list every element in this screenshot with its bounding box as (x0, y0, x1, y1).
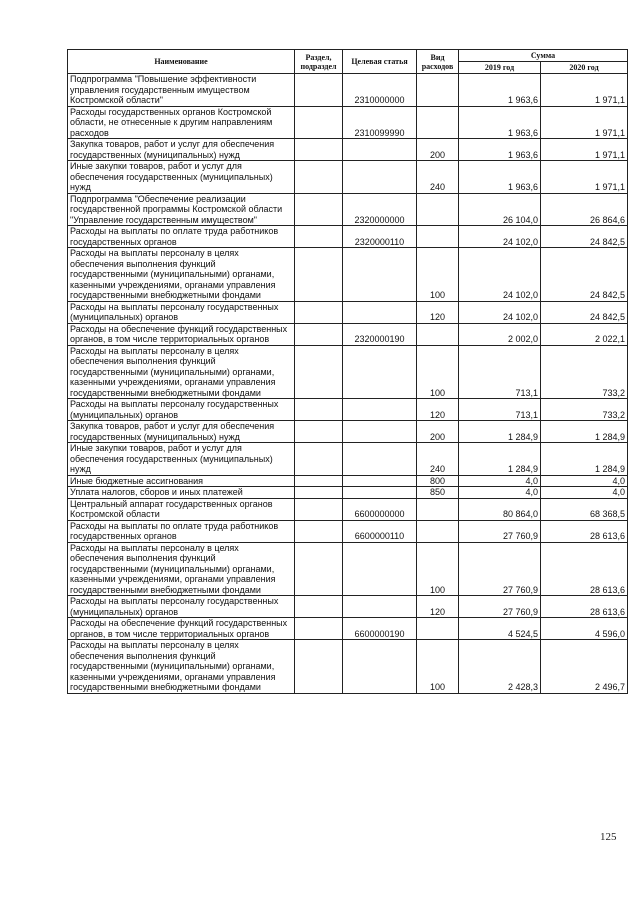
cell-2020: 24 842,5 (541, 226, 628, 248)
col-header-year-2020: 2020 год (541, 62, 628, 74)
table-row (68, 139, 628, 161)
table-row (68, 421, 628, 443)
cell-name: Расходы на обеспечение функций государственных органов, в том числе территориальных органов (68, 618, 295, 640)
cell-section (295, 139, 343, 161)
cell-2019: 26 104,0 (459, 193, 541, 226)
cell-type (417, 74, 459, 107)
cell-section (295, 345, 343, 399)
cell-section (295, 399, 343, 421)
cell-name: Расходы на выплаты персоналу в целях обеспечения выполнения функций государственными (муниципальными) органами, казенными учреждениями, органами управления государственными внебюджетными фондами (68, 640, 295, 694)
cell-2019: 1 963,6 (459, 106, 541, 139)
cell-type (417, 226, 459, 248)
cell-name: Расходы на выплаты по оплате труда работников государственных органов (68, 520, 295, 542)
cell-2019: 4 524,5 (459, 618, 541, 640)
cell-2020: 4,0 (541, 475, 628, 487)
cell-section (295, 106, 343, 139)
col-header-type: Вид расходов (417, 50, 459, 74)
table-row (68, 345, 628, 399)
table-row (68, 520, 628, 542)
cell-target (343, 301, 417, 323)
cell-name: Расходы на выплаты персоналу государственных (муниципальных) органов (68, 596, 295, 618)
cell-2020: 1 971,1 (541, 139, 628, 161)
table-row (68, 74, 628, 107)
table-body (68, 74, 628, 694)
cell-type: 240 (417, 443, 459, 476)
cell-2020: 26 864,6 (541, 193, 628, 226)
cell-name: Расходы на выплаты персоналу государственных (муниципальных) органов (68, 399, 295, 421)
cell-target: 2310000000 (343, 74, 417, 107)
cell-target: 6600000110 (343, 520, 417, 542)
cell-2019: 27 760,9 (459, 596, 541, 618)
cell-type (417, 618, 459, 640)
cell-name: Центральный аппарат государственных органов Костромской области (68, 498, 295, 520)
table-row (68, 193, 628, 226)
table-row (68, 542, 628, 596)
cell-section (295, 596, 343, 618)
cell-target: 2310099990 (343, 106, 417, 139)
cell-2020: 4 596,0 (541, 618, 628, 640)
page-number: 125 (600, 831, 617, 843)
cell-section (295, 193, 343, 226)
cell-type: 200 (417, 421, 459, 443)
cell-section (295, 640, 343, 694)
cell-2019: 1 963,6 (459, 161, 541, 194)
cell-type: 800 (417, 475, 459, 487)
col-header-target: Целевая статья (343, 50, 417, 74)
cell-2020: 1 971,1 (541, 74, 628, 107)
cell-2020: 68 368,5 (541, 498, 628, 520)
cell-type: 240 (417, 161, 459, 194)
table-row (68, 487, 628, 499)
cell-type: 200 (417, 139, 459, 161)
cell-target (343, 487, 417, 499)
cell-2020: 24 842,5 (541, 301, 628, 323)
cell-target (343, 399, 417, 421)
cell-name: Иные закупки товаров, работ и услуг для обеспечения государственных (муниципальных) нужд (68, 161, 295, 194)
table-row (68, 161, 628, 194)
cell-2020: 28 613,6 (541, 596, 628, 618)
table-row (68, 226, 628, 248)
cell-target: 6600000000 (343, 498, 417, 520)
cell-2019: 1 284,9 (459, 421, 541, 443)
cell-section (295, 520, 343, 542)
cell-target (343, 139, 417, 161)
cell-section (295, 542, 343, 596)
cell-target (343, 421, 417, 443)
cell-name: Иные бюджетные ассигнования (68, 475, 295, 487)
table-row (68, 640, 628, 694)
cell-type: 120 (417, 399, 459, 421)
cell-target: 6600000190 (343, 618, 417, 640)
cell-2019: 4,0 (459, 475, 541, 487)
cell-2019: 24 102,0 (459, 248, 541, 302)
table-row (68, 443, 628, 476)
cell-target: 2320000110 (343, 226, 417, 248)
cell-name: Расходы на обеспечение функций государственных органов, в том числе территориальных органов (68, 323, 295, 345)
cell-2020: 2 496,7 (541, 640, 628, 694)
table-row (68, 301, 628, 323)
cell-section (295, 301, 343, 323)
cell-type (417, 520, 459, 542)
cell-2019: 1 963,6 (459, 139, 541, 161)
cell-2019: 80 864,0 (459, 498, 541, 520)
cell-section (295, 323, 343, 345)
cell-type: 100 (417, 345, 459, 399)
cell-section (295, 475, 343, 487)
cell-section (295, 618, 343, 640)
cell-2020: 2 022,1 (541, 323, 628, 345)
cell-name: Расходы государственных органов Костромской области, не отнесенные к другим направлениям расходов (68, 106, 295, 139)
cell-type (417, 106, 459, 139)
cell-type: 100 (417, 248, 459, 302)
table-row (68, 323, 628, 345)
cell-name: Закупка товаров, работ и услуг для обеспечения государственных (муниципальных) нужд (68, 421, 295, 443)
cell-2020: 1 284,9 (541, 443, 628, 476)
cell-type: 120 (417, 596, 459, 618)
cell-2019: 27 760,9 (459, 542, 541, 596)
cell-2019: 24 102,0 (459, 226, 541, 248)
cell-target (343, 640, 417, 694)
cell-name: Иные закупки товаров, работ и услуг для обеспечения государственных (муниципальных) нужд (68, 443, 295, 476)
cell-section (295, 226, 343, 248)
cell-2020: 733,2 (541, 345, 628, 399)
col-header-section: Раздел, подраздел (295, 50, 343, 74)
table-row (68, 248, 628, 302)
cell-name: Уплата налогов, сборов и иных платежей (68, 487, 295, 499)
cell-name: Закупка товаров, работ и услуг для обеспечения государственных (муниципальных) нужд (68, 139, 295, 161)
cell-2020: 28 613,6 (541, 520, 628, 542)
cell-type (417, 498, 459, 520)
cell-2019: 2 002,0 (459, 323, 541, 345)
cell-type: 120 (417, 301, 459, 323)
cell-2020: 1 971,1 (541, 106, 628, 139)
cell-target: 2320000000 (343, 193, 417, 226)
col-header-name: Наименование (68, 50, 295, 74)
cell-2019: 4,0 (459, 487, 541, 499)
table-row (68, 399, 628, 421)
cell-section (295, 421, 343, 443)
cell-section (295, 498, 343, 520)
cell-section (295, 443, 343, 476)
cell-target (343, 542, 417, 596)
cell-type (417, 193, 459, 226)
cell-2020: 1 971,1 (541, 161, 628, 194)
cell-2019: 1 284,9 (459, 443, 541, 476)
cell-2020: 733,2 (541, 399, 628, 421)
cell-type: 100 (417, 542, 459, 596)
cell-2019: 1 963,6 (459, 74, 541, 107)
cell-target (343, 345, 417, 399)
table-row (68, 475, 628, 487)
cell-section (295, 74, 343, 107)
budget-table (67, 49, 628, 694)
cell-name: Расходы на выплаты персоналу государственных (муниципальных) органов (68, 301, 295, 323)
cell-name: Подпрограмма "Повышение эффективности управления государственным имуществом Костромской области" (68, 74, 295, 107)
cell-name: Расходы на выплаты персоналу в целях обеспечения выполнения функций государственными (муниципальными) органами, казенными учреждениями, органами управления государственными внебюджетными фондами (68, 345, 295, 399)
cell-target (343, 161, 417, 194)
cell-2020: 28 613,6 (541, 542, 628, 596)
cell-name: Подпрограмма "Обеспечение реализации государственной программы Костромской области "Управление государственным имуществом" (68, 193, 295, 226)
cell-name: Расходы на выплаты персоналу в целях обеспечения выполнения функций государственными (муниципальными) органами, казенными учреждениями, органами управления государственными внебюджетными фондами (68, 248, 295, 302)
cell-target (343, 443, 417, 476)
cell-2020: 1 284,9 (541, 421, 628, 443)
cell-type (417, 323, 459, 345)
cell-target (343, 596, 417, 618)
cell-section (295, 487, 343, 499)
col-header-year-2019: 2019 год (459, 62, 541, 74)
cell-2020: 24 842,5 (541, 248, 628, 302)
table-row (68, 618, 628, 640)
col-header-sum: Сумма (459, 50, 628, 62)
cell-target (343, 475, 417, 487)
cell-2019: 24 102,0 (459, 301, 541, 323)
cell-target: 2320000190 (343, 323, 417, 345)
cell-target (343, 248, 417, 302)
cell-type: 850 (417, 487, 459, 499)
cell-2019: 27 760,9 (459, 520, 541, 542)
cell-section (295, 161, 343, 194)
cell-name: Расходы на выплаты персоналу в целях обеспечения выполнения функций государственными (муниципальными) органами, казенными учреждениями, органами управления государственными внебюджетными фондами (68, 542, 295, 596)
cell-2019: 713,1 (459, 399, 541, 421)
table-row (68, 498, 628, 520)
cell-section (295, 248, 343, 302)
cell-type: 100 (417, 640, 459, 694)
table-row (68, 596, 628, 618)
cell-2019: 2 428,3 (459, 640, 541, 694)
cell-name: Расходы на выплаты по оплате труда работников государственных органов (68, 226, 295, 248)
cell-2019: 713,1 (459, 345, 541, 399)
table-row (68, 106, 628, 139)
cell-2020: 4,0 (541, 487, 628, 499)
